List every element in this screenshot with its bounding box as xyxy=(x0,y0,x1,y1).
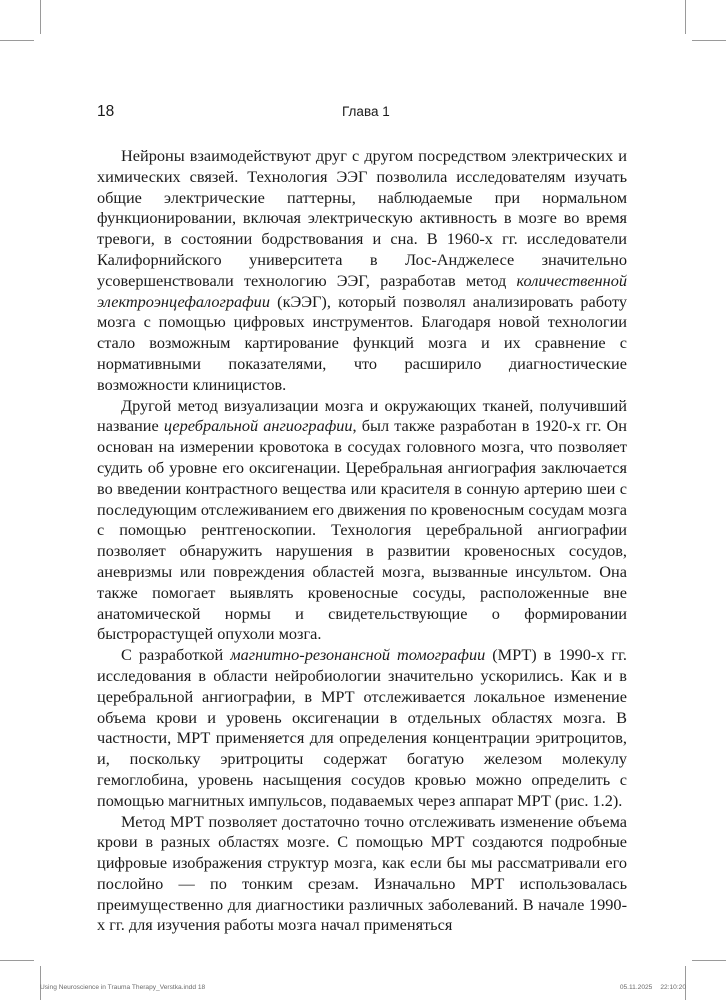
print-time: 22:10:20 xyxy=(660,984,686,991)
crop-mark xyxy=(692,40,726,41)
text-run: (кЭЭГ), который позволял анализировать работу мозга с помощью цифровых инструментов. Благодаря новой технологии стало возможным картирование функций мозга и их сравнение с нормативными показателями, что расширило диагностические возможности клиницистов. xyxy=(97,291,627,394)
crop-mark xyxy=(0,960,34,961)
crop-mark xyxy=(685,966,686,1000)
text-run: Метод МРТ позволяет достаточно точно отслеживать изменение объема крови в разных областях мозге. С помощью МРТ создаются подробные цифровые изображения структур мозга, как если бы мы рассматривали его послойно — по тонким срезам. Изначально МРТ использовалась преимущественно для диагностики различных заболеваний. В начале 1990-х гг. для изучения работы мозга начал применяться xyxy=(97,811,627,935)
paragraph xyxy=(97,812,627,937)
paragraph xyxy=(97,396,627,646)
italic-term: магнитно-резонансной томографии xyxy=(230,645,486,665)
page-number: 18 xyxy=(97,103,115,120)
paragraph xyxy=(97,146,627,396)
crop-mark xyxy=(40,966,41,1000)
print-date: 05.11.2025 xyxy=(619,984,653,991)
text-run: , был также разработан в 1920-х гг. Он основан на измерении кровотока в сосудах головного мозга, что позволяет судить об уровне его оксигенации. Церебральная ангиография заключается во введении контрастного вещества или красителя в сонную артерию шеи с последующим отслеживанием его движения по кровеносным сосудам мозга с помощью рентгеноскопии. Технология церебральной ангиографии позволяет обнаружить нарушения в развитии кровеносных сосудов, аневризмы или повреждения областей мозга, вызванные инсультом. Она также помогает выявлять кровеносные сосуды, расположенные вне анатомической нормы и свидетельствующие о формировании быстрорастущей опухоли мозга. xyxy=(97,416,627,644)
italic-term: церебральной ангиографии xyxy=(163,416,353,436)
text-run: (МРТ) в 1990-х гг. исследования в области нейробиологии значительно ускорились. Как и в церебральной ангиографии, в МРТ отслеживается локальное изменение объема крови и уровень оксигенации в отдельных областях мозга. В частности, МРТ применяется для определения концентрации эритроцитов, и, поскольку эритроциты содержат богатую железом молекулу гемоглобина, уровень насыщения сосудов кровью можно определить с помощью магнитных импульсов, подаваемых через аппарат МРТ (рис. 1.2). xyxy=(97,645,627,810)
body-text xyxy=(97,146,627,936)
print-timestamp xyxy=(620,984,686,991)
chapter-title: Глава 1 xyxy=(342,104,390,119)
paragraph xyxy=(97,645,627,811)
text-run: Другой метод визуализации мозга и окружающих тканей, получивший название xyxy=(97,395,627,436)
crop-mark xyxy=(40,0,41,34)
italic-term: количественной электроэнцефалографии xyxy=(97,270,627,311)
crop-mark xyxy=(0,40,34,41)
crop-mark xyxy=(692,960,726,961)
crop-mark xyxy=(685,0,686,34)
file-name: Using Neuroscience in Trauma Therapy_Verstka.indd 18 xyxy=(40,984,206,991)
text-run: С разработкой xyxy=(121,645,231,665)
text-run: Нейроны взаимодействуют друг с другом посредством электрических и химических связей. Технология ЭЭГ позволила исследователям изучать общие электрические паттерны, наблюдаемые при нормальном функционировании, включая электрическую активность в мозге во время тревоги, в состоянии бодрствования и сна. В 1960-х гг. исследователи Калифорнийского университета в Лос-Анджелесе значительно усовершенствовали технологию ЭЭГ, разработав метод xyxy=(97,146,627,290)
